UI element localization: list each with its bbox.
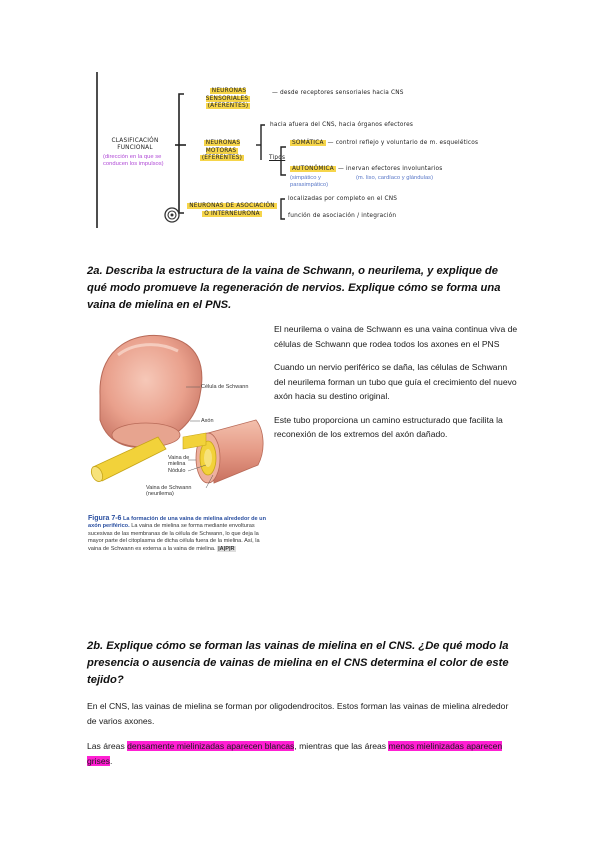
branch-association-desc1: localizadas por completo en el CNS (288, 196, 398, 202)
caption-title: Figura 7-6 (88, 515, 122, 522)
paragraph-2b-2 (87, 739, 519, 768)
schwann-figure (88, 325, 268, 515)
highlight-white-matter: densamente mielinizadas aparecen blancas (127, 741, 295, 751)
branch-sensory-label: NEURONAS SENSORIALES (AFERENTES) (205, 88, 249, 109)
paragraph-2a-2: Cuando un nervio periférico se daña, las células de Schwann del neurilema forman un tubo que guía el crecimiento del nuevo axón hacia su destino original. (274, 362, 517, 401)
tipos-label: Tipos (269, 155, 286, 161)
label-vaina-mielina: Vaina de mielina (168, 455, 190, 467)
branch-motor-label: NEURONAS MOTORAS (EFERENTES) (201, 140, 243, 161)
section-2a-text (274, 322, 519, 442)
branch-association-desc2: función de asociación / integración (288, 213, 397, 219)
root-title: CLASIFICACIÓN FUNCIONAL (111, 138, 159, 151)
type-autonomica-note: (simpático y parasimpático) (290, 175, 329, 188)
p2-mid: , mientras que las áreas (294, 741, 389, 751)
paragraph-2a-3: Este tubo proporciona un camino estructurado que facilita la reconexión de los extremos del axón dañado. (274, 414, 503, 439)
type-somatica: SOMÁTICA — control reflejo y voluntario de m. esqueléticos (292, 140, 479, 146)
caption-bold: La formación de una vaina de mielina alrededor de un axón periférico. (88, 516, 267, 530)
classification-diagram (0, 0, 599, 235)
highlight-gray-matter: menos mielinizadas aparecen grises (87, 741, 503, 766)
type-autonomica-sub: (m. liso, cardíaco y glándulas) (356, 175, 434, 181)
type-autonomica: AUTONÓMICA — inervan efectores involuntarios (292, 166, 443, 172)
label-axon: Axón (201, 418, 214, 424)
caption-text: La vaina de mielina se forma mediante envolturas sucesivas de las membranas de la célula de Schwann, lo que deja la mayor parte del citoplasma de dicha célula fuera de la mielina. Así, la vaina de Schwann es externa a la vaina de mielina. (88, 523, 260, 552)
paragraph-2b-1: En el CNS, las vainas de mielina se forman por oligodendrocitos. Estos forman las vainas de mielina alrededor de varios axones. (87, 701, 509, 726)
section-2b-heading (87, 638, 519, 689)
paragraph-2a-1: El neurilema o vaina de Schwann es una vaina continua viva de células de Schwann que rodea todos los axones en el PNS (274, 324, 518, 349)
figure-caption (88, 515, 268, 553)
p2-start: Las áreas (87, 741, 128, 751)
label-schwann-cell: Célula de Schwann (201, 384, 249, 390)
root-note: (dirección en la que se conducen los impulsos) (103, 154, 164, 167)
caption-tag: |A|P|R (218, 545, 235, 552)
section-2a-heading (87, 263, 517, 314)
question-2b: 2b. Explique cómo se forman las vainas de mielina en el CNS. ¿De qué modo la presencia o ausencia de vainas de mielina en el CNS determina el color de este tejido? (87, 640, 509, 686)
p2-end: . (109, 755, 113, 766)
branch-motor-desc: hacia afuera del CNS, hacia órganos efectores (270, 122, 414, 128)
section-2b-text (87, 699, 519, 768)
label-nodulo: Nódulo (168, 468, 186, 474)
branch-sensory-desc: — desde receptores sensoriales hacia CNS (272, 90, 404, 96)
question-2a: 2a. Describa la estructura de la vaina de Schwann, o neurilema, y explique de qué modo promueve la regeneración de nervios. Explique cómo se forma una vaina de mielina en el PNS. (87, 265, 501, 311)
label-vaina-schwann: Vaina de Schwann (neurilema) (146, 485, 192, 497)
branch-association-label: NEURONAS DE ASOCIACIÓN O INTERNEURONA (189, 203, 275, 217)
